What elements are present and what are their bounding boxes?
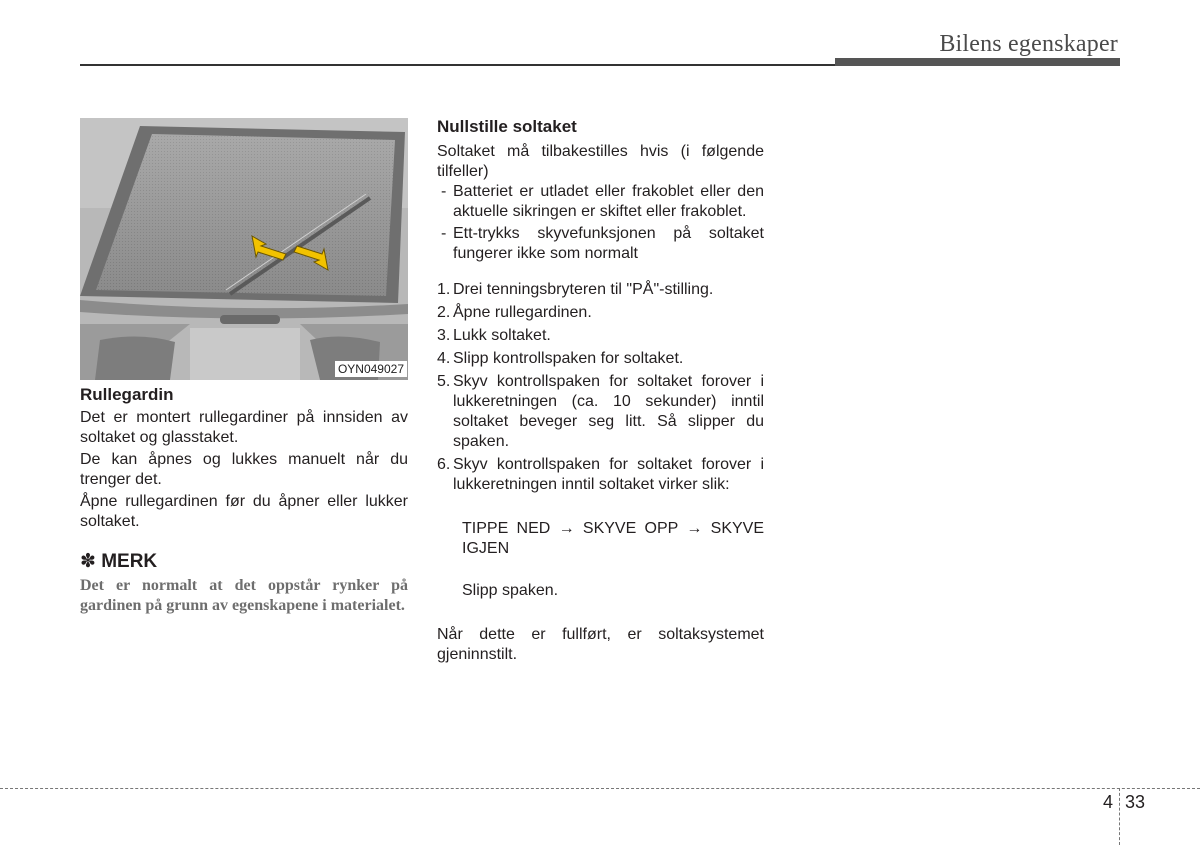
list-item-text: Ett-trykks skyvefunksjonen på soltaket fungerer ikke som normalt <box>453 225 764 262</box>
paragraph: Åpne rullegardinen før du åpner eller lukker soltaket. <box>80 493 408 530</box>
header-rule-accent <box>835 58 1120 66</box>
release-text: Slipp spaken. <box>462 582 559 599</box>
step-item <box>437 326 764 346</box>
sequence-text: TIPPE NED → SKYVE OPP → SKYVE IGJEN <box>462 520 764 557</box>
footer-divider <box>0 788 1200 789</box>
chapter-number: 4 <box>1103 792 1114 812</box>
paragraph: Det er montert rullegardiner på innsiden av soltaket og glasstaket. <box>80 409 408 446</box>
step-text: Åpne rullegardinen. <box>453 304 592 321</box>
intro-paragraph: Soltaket må tilbakestilles hvis (i følgende tilfeller) <box>437 143 764 180</box>
dash-marker: - <box>441 225 447 242</box>
page-number: 33 <box>1125 792 1146 812</box>
list-item <box>441 224 764 264</box>
note-text: Det er normalt at det oppstår rynker på gardinen på grunn av egenskapene i materialet. <box>80 577 408 614</box>
list-item-text: Batteriet er utladet eller frakoblet eller den aktuelle sikringen er skiftet eller frakoblet. <box>453 183 764 220</box>
step-text: Drei tenningsbryteren til "PÅ"-stilling. <box>453 281 714 298</box>
footer-page-divider <box>1119 788 1120 845</box>
header-rule <box>80 64 840 66</box>
step-number: 1. <box>437 281 451 298</box>
sunroof-figure <box>80 118 408 380</box>
step-text: Skyv kontrollspaken for soltaket forover i lukkeretningen inntil soltaket virker slik: <box>453 456 764 493</box>
step-item <box>437 372 764 452</box>
paragraph: De kan åpnes og lukkes manuelt når du trenger det. <box>80 451 408 488</box>
step-item <box>437 455 764 495</box>
step-number: 2. <box>437 304 451 321</box>
step-text: Slipp kontrollspaken for soltaket. <box>453 350 684 367</box>
step-number: 4. <box>437 350 451 367</box>
step-text: Skyv kontrollspaken for soltaket forover i lukkeretningen (ca. 10 sekunder) inntil soltaket beveger seg litt. Så slipper du spaken. <box>453 373 764 450</box>
header-title: Bilens egenskaper <box>939 31 1118 57</box>
dash-marker: - <box>441 183 447 200</box>
figure-code: OYN049027 <box>335 361 407 377</box>
asterisk-icon: ✽ <box>80 551 96 572</box>
section-heading-nullstille: Nullstille soltaket <box>437 117 577 136</box>
left-column <box>80 384 408 616</box>
section-heading-rullegardin: Rullegardin <box>80 385 174 404</box>
conclusion-text: Når dette er fullført, er soltaksystemet gjeninnstilt. <box>437 626 764 663</box>
step-number: 3. <box>437 327 451 344</box>
step-text: Lukk soltaket. <box>453 327 551 344</box>
step-item <box>437 303 764 323</box>
note-title: MERK <box>101 551 158 572</box>
note-heading <box>80 550 408 574</box>
list-item <box>441 182 764 222</box>
step-item <box>437 280 764 300</box>
step-number: 6. <box>437 456 451 473</box>
right-column <box>437 116 764 665</box>
sunroof-illustration <box>80 118 408 380</box>
steps-list <box>437 280 764 495</box>
step-item <box>437 349 764 369</box>
step-number: 5. <box>437 373 451 390</box>
